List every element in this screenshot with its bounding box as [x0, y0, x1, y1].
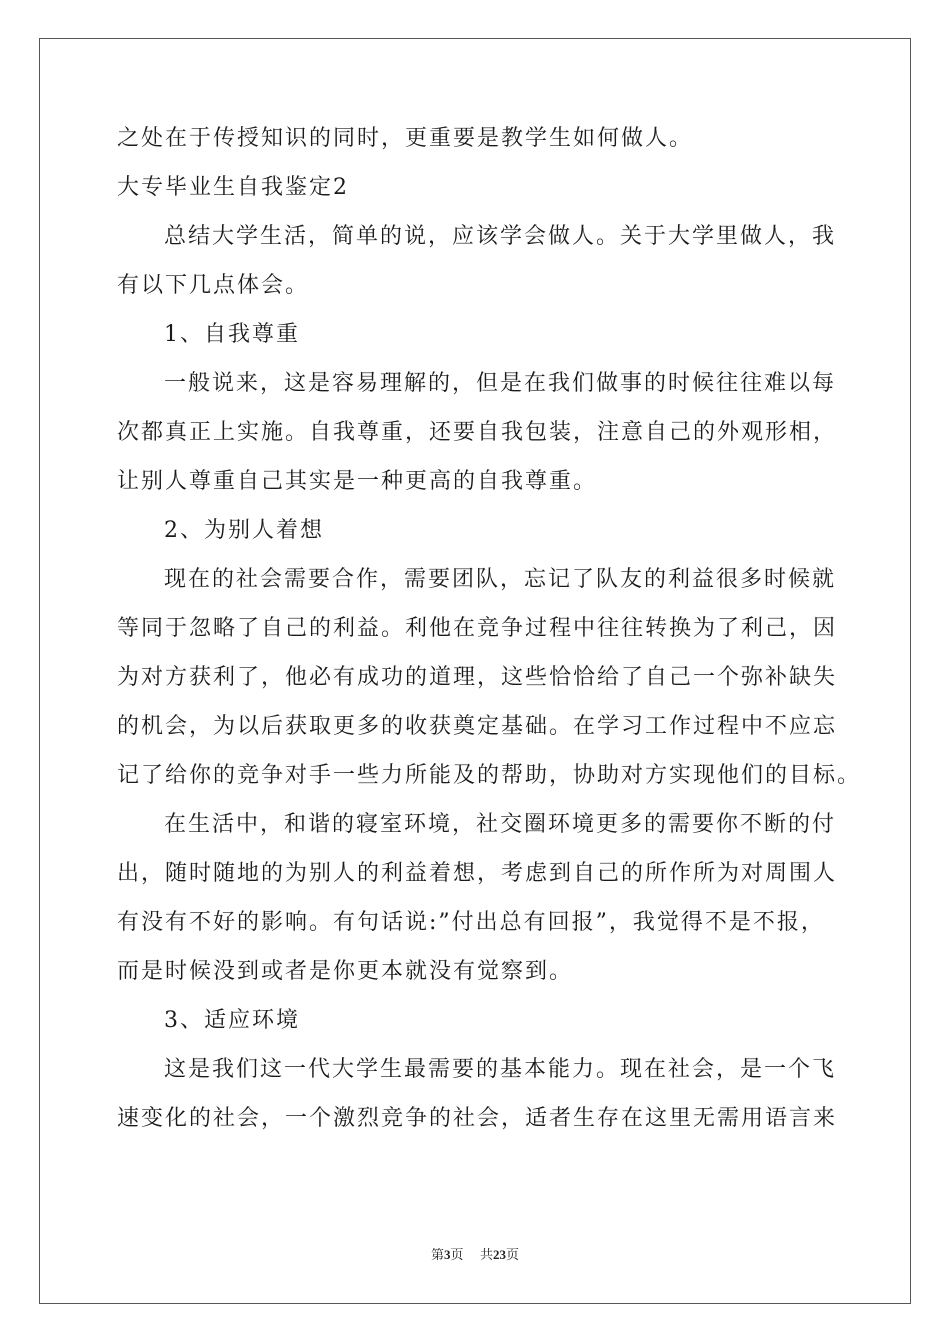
text-line: 记了给你的竞争对手一些力所能及的帮助，协助对方实现他们的目标。 [117, 763, 862, 788]
subheading: 1、自我尊重 [164, 322, 300, 347]
text-line: 为对方获利了，他必有成功的道理，这些恰恰给了自己一个弥补缺失 [117, 665, 838, 690]
text-line: 现在的社会需要合作，需要团队，忘记了队友的利益很多时候就 [164, 567, 837, 592]
page-suffix: 页 [450, 1248, 464, 1263]
total-prefix: 共 [480, 1248, 494, 1263]
text-line: 有没有不好的影响。有句话说:”付出总有回报”，我觉得不是不报， [117, 910, 825, 935]
total-pages: 23 [493, 1247, 507, 1262]
section-heading: 大专毕业生自我鉴定2 [117, 175, 349, 200]
document-body [117, 124, 862, 1153]
text-line: 而是时候没到或者是你更本就没有觉察到。 [117, 959, 574, 984]
page-prefix: 第 [430, 1248, 444, 1263]
page-footer [0, 1246, 950, 1265]
text-line: 有以下几点体会。 [117, 273, 310, 298]
subheading: 2、为别人着想 [164, 518, 324, 543]
text-line: 速变化的社会，一个激烈竞争的社会，适者生存在这里无需用语言来 [117, 1106, 838, 1131]
text-line: 让别人尊重自己其实是一种更高的自我尊重。 [117, 469, 598, 494]
text-line: 在生活中，和谐的寝室环境，社交圈环境更多的需要你不断的付 [164, 812, 837, 837]
text-line: 次都真正上实施。自我尊重，还要自我包装，注意自己的外观形相， [117, 420, 838, 445]
text-line: 一般说来，这是容易理解的，但是在我们做事的时候往往难以每 [164, 371, 837, 396]
text-line: 总结大学生活，简单的说，应该学会做人。关于大学里做人，我 [164, 224, 837, 249]
subheading: 3、适应环境 [164, 1008, 300, 1033]
text-line: 等同于忽略了自己的利益。利他在竞争过程中往往转换为了利己，因 [117, 616, 838, 641]
page-number: 3 [443, 1247, 451, 1262]
total-suffix: 页 [506, 1248, 520, 1263]
text-line: 这是我们这一代大学生最需要的基本能力。现在社会，是一个飞 [164, 1057, 837, 1082]
text-line: 之处在于传授知识的同时，更重要是教学生如何做人。 [117, 126, 694, 151]
text-line: 的机会，为以后获取更多的收获奠定基础。在学习工作过程中不应忘 [117, 714, 838, 739]
text-line: 出，随时随地的为别人的利益着想，考虑到自己的所作所为对周围人 [117, 861, 838, 886]
